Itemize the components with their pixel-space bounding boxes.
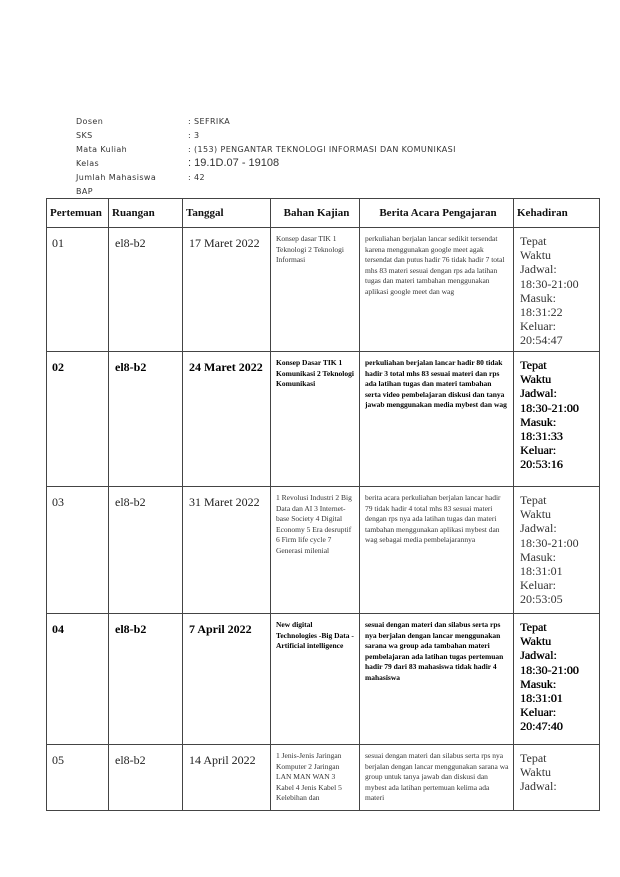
- tanggal-cell: 24 Maret 2022: [183, 352, 271, 487]
- masuk-label: Masuk:: [520, 414, 556, 429]
- masuk-value: 18:31:01: [520, 564, 563, 579]
- ruangan-cell: el8-b2: [109, 352, 183, 487]
- berita-cell: berita acara perkuliahan berjalan lancar hadir 79 tidak hadir 4 total mhs 83 sesuai materi dengan rps nya ada latihan tugas dan materi tambahan menggunakan aplikasi mybest dan wag sebagai media pembelajarannya: [360, 487, 514, 614]
- header-ruangan: Ruangan: [109, 199, 183, 228]
- ruangan-cell: el8-b2: [109, 228, 183, 352]
- bap-label: BAP: [76, 186, 93, 196]
- bahan-cell: New digital Technologies -Big Data -Artificial intelligence: [271, 614, 360, 745]
- berita-cell: sesuai dengan materi dan silabus serta rps nya berjalan dengan lancar menggunakan sarana wa group ada tambahan materi pembelajaran ada latihan tugas pertemuan hadir 79 dari 83 mahasiswa tidak hadir 4 mahasiswa: [360, 614, 514, 745]
- jadwal-label: Jadwal:: [520, 648, 557, 663]
- tanggal-cell: 31 Maret 2022: [183, 487, 271, 614]
- bahan-cell: Konsep Dasar TIK 1 Komunikasi 2 Teknologi Komunikasi: [271, 352, 360, 487]
- table-header: [47, 199, 600, 228]
- header-tanggal: Tanggal: [183, 199, 271, 228]
- kelas-label: Kelas: [76, 158, 100, 168]
- bahan-cell: Konsep dasar TIK 1 Teknologi 2 Teknologi Informasi: [271, 228, 360, 352]
- ruangan-cell: el8-b2: [109, 614, 183, 745]
- table-row: [47, 487, 600, 614]
- dosen-row: [76, 114, 456, 128]
- kehadiran-status: Waktu: [520, 634, 552, 649]
- kehadiran-cell: [514, 228, 600, 352]
- kehadiran-cell: [514, 352, 600, 487]
- pertemuan-cell: 05: [47, 745, 109, 811]
- kehadiran-status: Tepat: [520, 493, 547, 507]
- keluar-value: 20:54:47: [520, 333, 563, 348]
- header-pertemuan: Pertemuan: [47, 199, 109, 228]
- sks-label: SKS: [76, 130, 93, 140]
- kehadiran-status: Waktu: [520, 507, 552, 522]
- dosen-label: Dosen: [76, 116, 104, 126]
- jadwal-label: Jadwal:: [520, 521, 557, 536]
- jadwal-value: 18:30-21:00: [520, 276, 579, 291]
- ruangan-cell: el8-b2: [109, 745, 183, 811]
- jadwal-value: 18:30-21:00: [520, 535, 579, 550]
- sks-row: [76, 128, 456, 142]
- kehadiran-status: Waktu: [520, 372, 552, 387]
- pertemuan-cell: 04: [47, 614, 109, 745]
- table-row: [47, 228, 600, 352]
- pertemuan-cell: 03: [47, 487, 109, 614]
- pertemuan-cell: 01: [47, 228, 109, 352]
- jumlah-label: Jumlah Mahasiswa: [76, 172, 157, 182]
- kehadiran-status: Tepat: [520, 751, 547, 765]
- ruangan-cell: el8-b2: [109, 487, 183, 614]
- keluar-value: 20:53:16: [520, 457, 563, 472]
- berita-text: sesuai dengan materi dan silabus serta rps nya berjalan dengan lancar menggunakan sarana wa group untuk tanya jawab dan diskusi dan mybest ada latihan pertemuan kelima ada materi: [365, 751, 509, 802]
- keluar-value: 20:53:05: [520, 592, 563, 607]
- tanggal-cell: 7 April 2022: [183, 614, 271, 745]
- bahan-text: 1 Jenis-Jenis Jaringan Komputer 2 Jaringan LAN MAN WAN 3 Kabel 4 Jenis Kabel 5 Kelebihan dan: [276, 751, 342, 802]
- jumlah-row: [76, 170, 456, 184]
- keluar-label: Keluar:: [520, 319, 556, 334]
- header-kehadiran: Kehadiran: [514, 199, 600, 228]
- keluar-value: 20:47:40: [520, 719, 563, 734]
- header-berita-acara: Berita Acara Pengajaran: [360, 199, 514, 228]
- masuk-label: Masuk:: [520, 290, 556, 305]
- kehadiran-status: Waktu: [520, 248, 552, 263]
- masuk-label: Masuk:: [520, 676, 556, 691]
- sks-value: : 3: [188, 130, 200, 140]
- kehadiran-status: Tepat: [520, 358, 547, 372]
- matkul-label: Mata Kuliah: [76, 144, 128, 154]
- table-row: [47, 745, 600, 811]
- masuk-value: 18:31:01: [520, 691, 563, 706]
- attendance-table: [46, 198, 600, 811]
- masuk-label: Masuk:: [520, 549, 556, 564]
- jumlah-value: : 42: [188, 172, 206, 182]
- kehadiran-status: Tepat: [520, 234, 547, 248]
- tanggal-cell: 17 Maret 2022: [183, 228, 271, 352]
- kehadiran-status: Waktu: [520, 765, 552, 780]
- table-row: [47, 352, 600, 487]
- keluar-label: Keluar:: [520, 578, 556, 593]
- kehadiran-cell: [514, 745, 600, 811]
- jadwal-label: Jadwal:: [520, 386, 557, 401]
- kehadiran-cell: [514, 487, 600, 614]
- header-bahan-kajian: Bahan Kajian: [271, 199, 360, 228]
- kehadiran-cell: [514, 614, 600, 745]
- kelas-value: : 19.1D.07 - 19108: [188, 157, 280, 169]
- berita-cell: perkuliahan berjalan lancar sedikit tersendat karena menggunakan google meet agak tersendat dan putus hadir 76 tidak hadir 7 total mhs 83 materi sesuai dengan rps ada latihan tugas dan materi tambahan menggunakan aplikasi google meet dan wag: [360, 228, 514, 352]
- kelas-row: [76, 156, 456, 170]
- bap-row: [76, 184, 456, 198]
- bahan-cell: 1 Revolusi Industri 2 Big Data dan AI 3 Internet-base Society 4 Digital Economy 5 Era desruptif 6 Firm life cycle 7 Generasi milenial: [271, 487, 360, 614]
- masuk-value: 18:31:33: [520, 429, 563, 444]
- jadwal-label: Jadwal:: [520, 779, 557, 794]
- jadwal-value: 18:30-21:00: [520, 662, 579, 677]
- bahan-cell: [271, 745, 360, 811]
- masuk-value: 18:31:22: [520, 305, 563, 320]
- berita-cell: [360, 745, 514, 811]
- matkul-row: [76, 142, 456, 156]
- table-row: [47, 614, 600, 745]
- keluar-label: Keluar:: [520, 705, 556, 720]
- keluar-label: Keluar:: [520, 443, 556, 458]
- matkul-value: : (153) PENGANTAR TEKNOLOGI INFORMASI DAN KOMUNIKASI: [188, 144, 456, 154]
- kehadiran-status: Tepat: [520, 620, 547, 634]
- jadwal-value: 18:30-21:00: [520, 400, 579, 415]
- berita-cell: perkuliahan berjalan lancar hadir 80 tidak hadir 3 total mhs 83 sesuai materi dan rps ada latihan tugas dan materi tambahan serta video pembelajaran diskusi dan tanya jawab menggunakan media mybest dan wag: [360, 352, 514, 487]
- tanggal-cell: 14 April 2022: [183, 745, 271, 811]
- dosen-value: : SEFRIKA: [188, 116, 231, 126]
- course-info: [76, 114, 456, 198]
- pertemuan-cell: 02: [47, 352, 109, 487]
- jadwal-label: Jadwal:: [520, 262, 557, 277]
